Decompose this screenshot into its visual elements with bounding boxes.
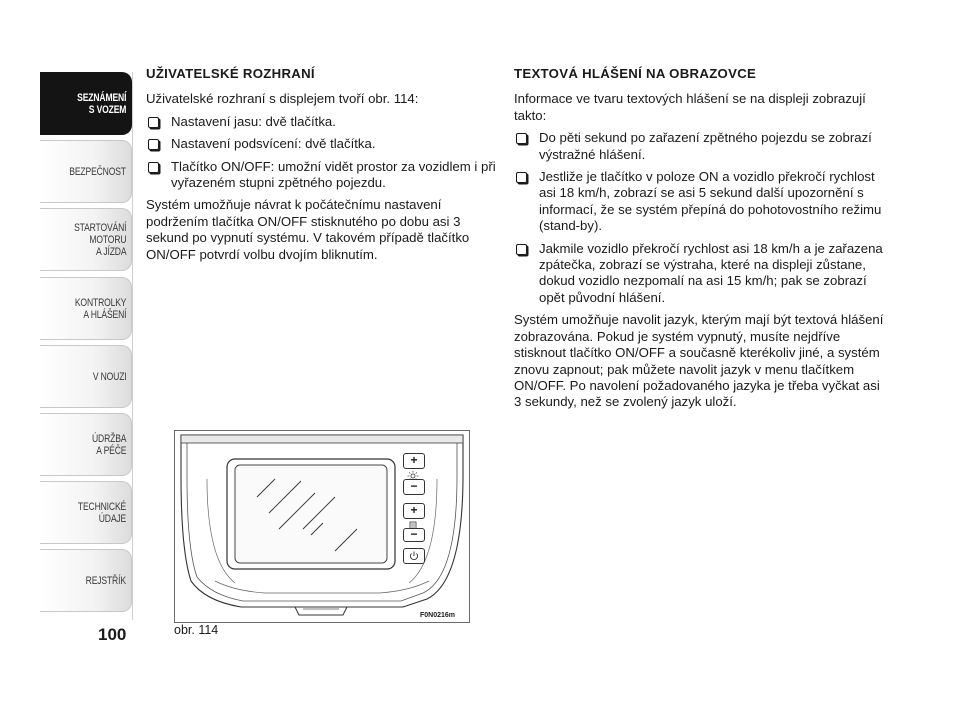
body-paragraph: Systém umožňuje navolit jazyk, kterým mají být textová hlášení zobrazována. Pokud je systém vypnutý, musíte nejdříve stisknout tlačítko ON/OFF a současně kterékoliv jiné, a systém znovu zapnout; pak můžete navolit jazyk v menu tlačítkem ON/OFF. Po navolení požadovaného jazyka je třeba vyčkat asi 3 sekundy, než se zvolený jazyk uloží. — [514, 312, 884, 410]
list-item: Do pěti sekund po zařazení zpětného pojezdu se zobrazí výstražné hlášení. — [514, 130, 884, 163]
bullet-list — [514, 130, 884, 306]
tab-startovani-motoru[interactable] — [40, 208, 132, 271]
tab-rejstrik[interactable] — [40, 549, 132, 612]
intro-text: Uživatelské rozhraní s displejem tvoří obr. 114: — [146, 91, 419, 107]
figure-code: F0N0216m — [420, 612, 456, 619]
list-item: Tlačítko ON/OFF: umožní vidět prostor za vozidlem i při vyřazeném stupni zpětného pojezdu. — [146, 159, 496, 192]
list-item: Nastavení jasu: dvě tlačítka. — [146, 114, 496, 130]
body-paragraph: Systém umožňuje návrat k počátečnímu nastavení podržením tlačítka ON/OFF stisknutého po dobu asi 3 sekund po vypnutí systému. V takovém případě tlačítko ON/OFF potvrdí volbu dvojím bliknutím. — [146, 197, 470, 262]
tab-udrzba-a-pece[interactable] — [40, 413, 132, 476]
page-number: 100 — [98, 625, 127, 644]
left-column — [146, 66, 496, 269]
tab-seznameni-s-vozem[interactable] — [40, 72, 132, 135]
brightness-minus-button[interactable]: − — [403, 479, 425, 495]
tab-label: REJSTŘÍK — [86, 574, 127, 587]
display-illustration — [174, 430, 470, 623]
figure-caption: obr. 114 — [174, 623, 219, 637]
housing-bottom-tab — [295, 607, 347, 615]
list-item: Jakmile vozidlo překročí rychlost asi 18 km/h a je zařazena zpátečka, zobrazí se výstraha, které na displeji zůstane, dokud vozidlo nezpomalí na asi 15 km/h; pak se zobrazí opět původní hlášení. — [514, 241, 884, 307]
bullet-list — [146, 114, 496, 192]
backlight-plus-button[interactable]: + — [403, 503, 425, 519]
right-column — [514, 66, 884, 417]
backlight-minus-button[interactable]: − — [403, 528, 425, 542]
tab-kontrolky-a-hlaseni[interactable] — [40, 277, 132, 340]
tab-label: SEZNÁMENÍ S VOZEM — [77, 91, 127, 116]
tab-label: KONTROLKY A HLÁŠENÍ — [74, 296, 127, 321]
list-item: Nastavení podsvícení: dvě tlačítka. — [146, 136, 496, 152]
section-heading-text-messages: TEXTOVÁ HLÁŠENÍ NA OBRAZOVCE — [514, 66, 757, 81]
sun-icon — [407, 468, 419, 478]
power-button[interactable] — [403, 548, 425, 564]
tab-label: BEZPEČNOST — [69, 165, 127, 178]
tab-v-nouzi[interactable] — [40, 345, 132, 408]
housing-top-cap — [181, 435, 463, 443]
sidebar-divider — [132, 72, 133, 620]
power-icon — [404, 549, 424, 563]
tab-label: V NOUZI — [92, 370, 127, 383]
bottom-ridge — [215, 581, 429, 593]
list-item: Jestliže je tlačítko v poloze ON a vozidlo překročí rychlost asi 18 km/h, zobrazí se asi 5 sekund další upozornění s informací, že se systém přepíná do pohotovostního režimu (stand-by). — [514, 169, 884, 235]
intro-text: Informace ve tvaru textových hlášení se na displeji zobrazují takto: — [514, 91, 866, 123]
tab-label: TECHNICKÉ ÚDAJE — [78, 500, 127, 525]
tab-technicke-udaje[interactable] — [40, 481, 132, 544]
tab-label: ÚDRŽBA A PÉČE — [91, 432, 127, 457]
screen — [235, 465, 387, 563]
brightness-plus-button[interactable]: + — [403, 453, 425, 469]
section-heading-user-interface: UŽIVATELSKÉ ROZHRANÍ — [146, 66, 315, 81]
tab-label: STARTOVÁNÍ MOTORU A JÍZDA — [73, 221, 127, 258]
tab-bezpecnost[interactable] — [40, 140, 132, 203]
